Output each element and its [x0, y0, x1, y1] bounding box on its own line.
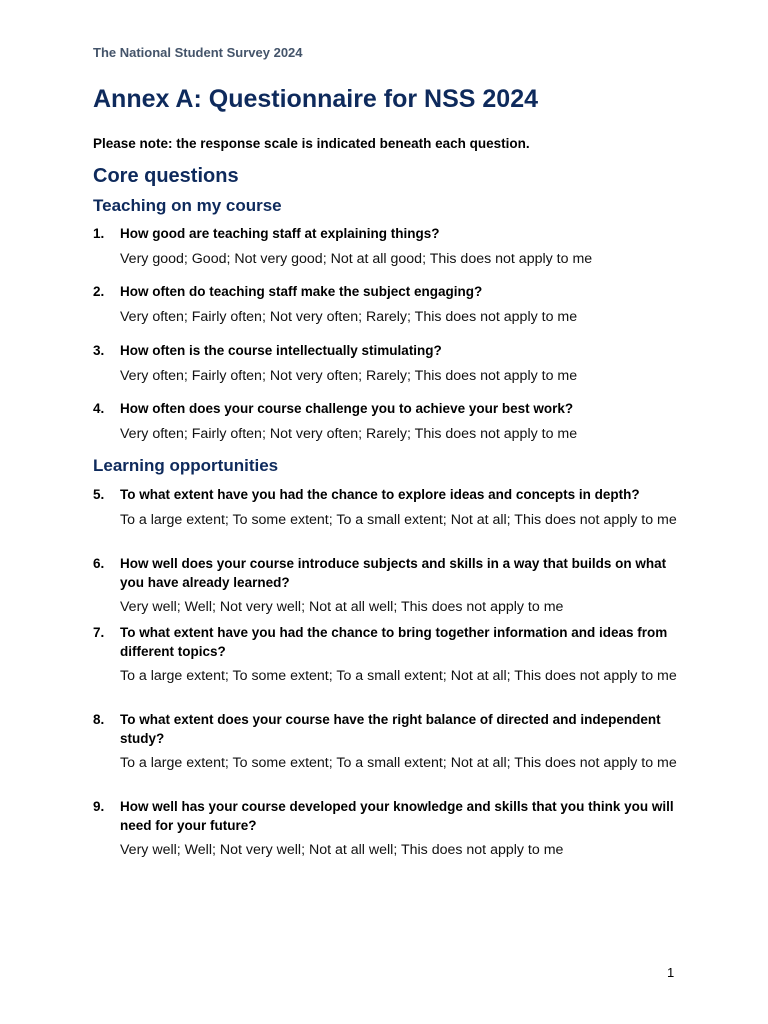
response-scale: To a large extent; To some extent; To a small extent; Not at all; This does not apply to me [120, 512, 677, 528]
question-text: How well has your course developed your knowledge and skills that you think you will need for your future? [120, 799, 674, 833]
question-number: 8. [93, 712, 105, 727]
question-text: To what extent does your course have the right balance of directed and independent study? [120, 712, 661, 746]
response-scale: Very often; Fairly often; Not very often; Rarely; This does not apply to me [120, 309, 578, 325]
question-number: 3. [93, 343, 105, 358]
question-text: How often does your course challenge you to achieve your best work? [120, 401, 574, 416]
subsection-heading-learning: Learning opportunities [93, 456, 279, 475]
response-scale: To a large extent; To some extent; To a small extent; Not at all; This does not apply to me [120, 755, 677, 771]
question-number: 6. [93, 556, 105, 571]
question-text: To what extent have you had the chance to bring together information and ideas from different topics? [120, 625, 668, 659]
page-title: Annex A: Questionnaire for NSS 2024 [93, 85, 539, 113]
question-text: How good are teaching staff at explaining things? [120, 226, 440, 241]
question-number: 5. [93, 487, 105, 502]
response-scale: Very well; Well; Not very well; Not at all well; This does not apply to me [120, 599, 564, 615]
running-header: The National Student Survey 2024 [93, 45, 303, 60]
question-text: How well does your course introduce subjects and skills in a way that builds on what you have already learned? [120, 556, 667, 590]
question-text: How often do teaching staff make the subject engaging? [120, 284, 483, 299]
response-scale: Very often; Fairly often; Not very often; Rarely; This does not apply to me [120, 368, 578, 384]
question-text: How often is the course intellectually stimulating? [120, 343, 442, 358]
question-number: 4. [93, 401, 105, 416]
section-heading-core-questions: Core questions [93, 165, 239, 187]
response-scale: Very good; Good; Not very good; Not at all good; This does not apply to me [120, 251, 593, 267]
page-number: 1 [667, 965, 675, 980]
question-number: 1. [93, 226, 105, 241]
question-text: To what extent have you had the chance to explore ideas and concepts in depth? [120, 487, 640, 502]
response-scale: Very often; Fairly often; Not very often; Rarely; This does not apply to me [120, 426, 578, 442]
question-number: 7. [93, 625, 105, 640]
question-number: 9. [93, 799, 105, 814]
question-number: 2. [93, 284, 105, 299]
response-scale: To a large extent; To some extent; To a small extent; Not at all; This does not apply to me [120, 668, 677, 684]
subsection-heading-teaching: Teaching on my course [93, 196, 282, 215]
scale-note: Please note: the response scale is indicated beneath each question. [93, 136, 530, 151]
response-scale: Very well; Well; Not very well; Not at all well; This does not apply to me [120, 842, 564, 858]
